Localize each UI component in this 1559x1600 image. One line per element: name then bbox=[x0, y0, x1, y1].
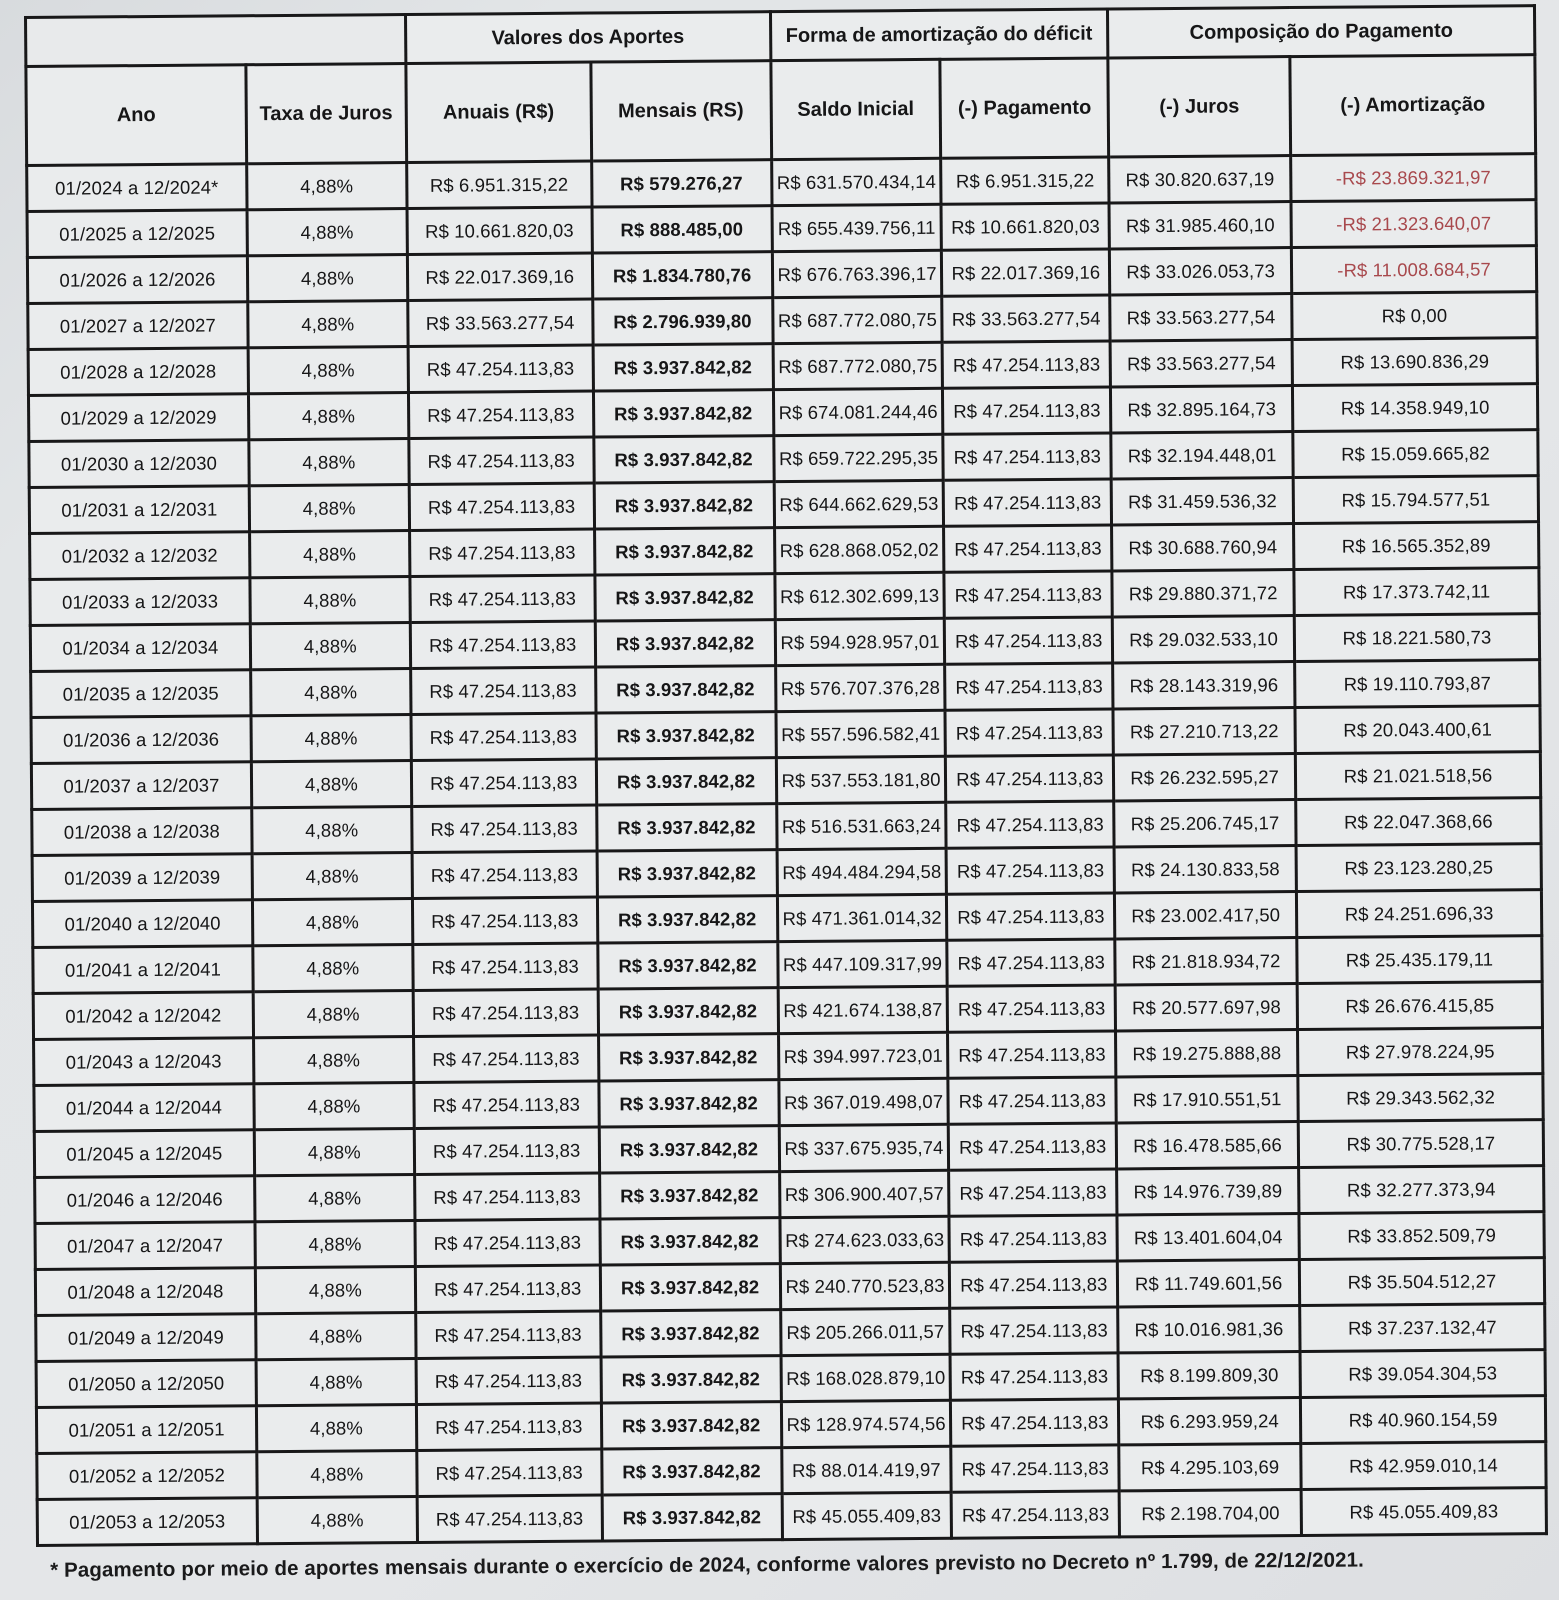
cell-pagamento: R$ 47.254.113,83 bbox=[951, 1445, 1119, 1492]
cell-pagamento: R$ 47.254.113,83 bbox=[945, 663, 1113, 710]
cell-saldo-inicial: R$ 644.662.629,53 bbox=[774, 480, 944, 527]
cell-juros: R$ 4.295.103,69 bbox=[1119, 1444, 1301, 1491]
cell-saldo-inicial: R$ 631.570.434,14 bbox=[771, 158, 941, 205]
cell-pagamento: R$ 47.254.113,83 bbox=[947, 939, 1115, 986]
cell-taxa-juros: 4,88% bbox=[249, 438, 409, 485]
cell-anuais: R$ 47.254.113,83 bbox=[416, 1403, 601, 1450]
cell-pagamento: R$ 47.254.113,83 bbox=[950, 1261, 1118, 1308]
cell-juros: R$ 19.275.888,88 bbox=[1116, 1030, 1298, 1077]
cell-saldo-inicial: R$ 687.772.080,75 bbox=[773, 342, 943, 389]
cell-pagamento: R$ 47.254.113,83 bbox=[948, 985, 1116, 1032]
cell-amortizacao: R$ 33.852.509,79 bbox=[1299, 1212, 1544, 1260]
cell-pagamento: R$ 47.254.113,83 bbox=[946, 801, 1114, 848]
cell-juros: R$ 24.130.833,58 bbox=[1114, 846, 1296, 893]
cell-juros: R$ 21.818.934,72 bbox=[1115, 938, 1297, 985]
cell-saldo-inicial: R$ 655.439.756,11 bbox=[772, 204, 942, 251]
cell-ano: 01/2028 a 12/2028 bbox=[28, 348, 248, 396]
cell-taxa-juros: 4,88% bbox=[256, 1404, 416, 1451]
cell-mensais: R$ 3.937.842,82 bbox=[595, 574, 775, 621]
cell-ano: 01/2053 a 12/2053 bbox=[37, 1498, 257, 1546]
cell-mensais: R$ 3.937.842,82 bbox=[596, 804, 776, 851]
group-header-amortizacao-deficit: Forma de amortização do déficit bbox=[770, 9, 1108, 61]
cell-amortizacao: R$ 42.959.010,14 bbox=[1301, 1442, 1546, 1490]
cell-juros: R$ 31.459.536,32 bbox=[1111, 478, 1293, 525]
cell-juros: R$ 29.880.371,72 bbox=[1112, 570, 1294, 617]
cell-ano: 01/2030 a 12/2030 bbox=[29, 440, 249, 488]
cell-taxa-juros: 4,88% bbox=[256, 1358, 416, 1405]
column-header-row bbox=[26, 55, 1536, 166]
cell-taxa-juros: 4,88% bbox=[250, 576, 410, 623]
cell-mensais: R$ 3.937.842,82 bbox=[599, 1126, 779, 1173]
cell-juros: R$ 32.895.164,73 bbox=[1111, 386, 1293, 433]
cell-taxa-juros: 4,88% bbox=[257, 1450, 417, 1497]
group-header-composicao: Composição do Pagamento bbox=[1108, 6, 1535, 58]
cell-taxa-juros: 4,88% bbox=[255, 1220, 415, 1267]
cell-amortizacao: R$ 15.059.665,82 bbox=[1293, 430, 1538, 478]
cell-taxa-juros: 4,88% bbox=[252, 806, 412, 853]
cell-pagamento: R$ 47.254.113,83 bbox=[943, 387, 1111, 434]
column-header-pagamento: (-) Pagamento bbox=[940, 58, 1109, 158]
cell-amortizacao: -R$ 11.008.684,57 bbox=[1291, 246, 1536, 294]
cell-mensais: R$ 3.937.842,82 bbox=[594, 528, 774, 575]
cell-juros: R$ 25.206.745,17 bbox=[1114, 800, 1296, 847]
cell-mensais: R$ 3.937.842,82 bbox=[601, 1402, 781, 1449]
cell-anuais: R$ 47.254.113,83 bbox=[417, 1449, 602, 1496]
cell-ano: 01/2046 a 12/2046 bbox=[35, 1176, 255, 1224]
column-header-anuais: Anuais (R$) bbox=[406, 62, 592, 162]
cell-pagamento: R$ 47.254.113,83 bbox=[944, 571, 1112, 618]
cell-mensais: R$ 2.796.939,80 bbox=[592, 298, 772, 345]
cell-mensais: R$ 3.937.842,82 bbox=[600, 1218, 780, 1265]
cell-amortizacao: R$ 13.690.836,29 bbox=[1292, 338, 1537, 386]
cell-taxa-juros: 4,88% bbox=[249, 530, 409, 577]
group-header-blank bbox=[26, 15, 406, 67]
column-header-ano: Ano bbox=[26, 65, 247, 166]
cell-pagamento: R$ 47.254.113,83 bbox=[945, 709, 1113, 756]
cell-mensais: R$ 3.937.842,82 bbox=[597, 942, 777, 989]
cell-ano: 01/2027 a 12/2027 bbox=[28, 302, 248, 350]
cell-pagamento: R$ 47.254.113,83 bbox=[946, 755, 1114, 802]
cell-anuais: R$ 47.254.113,83 bbox=[414, 1173, 599, 1220]
cell-taxa-juros: 4,88% bbox=[251, 668, 411, 715]
cell-ano: 01/2050 a 12/2050 bbox=[36, 1360, 256, 1408]
cell-anuais: R$ 22.017.369,16 bbox=[407, 253, 592, 300]
cell-mensais: R$ 3.937.842,82 bbox=[602, 1494, 782, 1541]
cell-taxa-juros: 4,88% bbox=[253, 990, 413, 1037]
cell-mensais: R$ 3.937.842,82 bbox=[599, 1172, 779, 1219]
cell-mensais: R$ 3.937.842,82 bbox=[595, 666, 775, 713]
cell-anuais: R$ 47.254.113,83 bbox=[410, 621, 595, 668]
cell-saldo-inicial: R$ 576.707.376,28 bbox=[775, 664, 945, 711]
cell-taxa-juros: 4,88% bbox=[253, 1036, 413, 1083]
cell-saldo-inicial: R$ 421.674.138,87 bbox=[778, 986, 948, 1033]
footnote: * Pagamento por meio de aportes mensais durante o exercício de 2024, conforme valores previsto no Decreto nº 1.799, de 22/12/2021. bbox=[50, 1548, 1364, 1582]
column-header-amortizacao: (-) Amortização bbox=[1290, 55, 1536, 156]
cell-ano: 01/2049 a 12/2049 bbox=[36, 1314, 256, 1362]
cell-juros: R$ 30.820.637,19 bbox=[1109, 156, 1291, 203]
table-body bbox=[27, 154, 1547, 1546]
cell-pagamento: R$ 10.661.820,03 bbox=[941, 203, 1109, 250]
column-header-mensais: Mensais (RS) bbox=[591, 61, 772, 161]
cell-mensais: R$ 3.937.842,82 bbox=[595, 620, 775, 667]
cell-juros: R$ 33.563.277,54 bbox=[1110, 340, 1292, 387]
cell-taxa-juros: 4,88% bbox=[247, 163, 407, 210]
cell-taxa-juros: 4,88% bbox=[251, 714, 411, 761]
cell-pagamento: R$ 47.254.113,83 bbox=[945, 617, 1113, 664]
cell-taxa-juros: 4,88% bbox=[251, 760, 411, 807]
cell-anuais: R$ 33.563.277,54 bbox=[408, 299, 593, 346]
cell-juros: R$ 28.143.319,96 bbox=[1113, 662, 1295, 709]
cell-saldo-inicial: R$ 205.266.011,57 bbox=[780, 1308, 950, 1355]
cell-taxa-juros: 4,88% bbox=[254, 1174, 414, 1221]
cell-mensais: R$ 3.937.842,82 bbox=[598, 988, 778, 1035]
column-header-taxa: Taxa de Juros bbox=[246, 64, 407, 164]
cell-anuais: R$ 47.254.113,83 bbox=[408, 345, 593, 392]
cell-amortizacao: R$ 15.794.577,51 bbox=[1293, 476, 1538, 524]
amortization-table bbox=[24, 4, 1548, 1547]
cell-juros: R$ 30.688.760,94 bbox=[1112, 524, 1294, 571]
cell-mensais: R$ 3.937.842,82 bbox=[594, 482, 774, 529]
cell-juros: R$ 26.232.595,27 bbox=[1114, 754, 1296, 801]
cell-anuais: R$ 47.254.113,83 bbox=[412, 897, 597, 944]
cell-ano: 01/2043 a 12/2043 bbox=[34, 1038, 254, 1086]
cell-saldo-inicial: R$ 628.868.052,02 bbox=[774, 526, 944, 573]
cell-pagamento: R$ 47.254.113,83 bbox=[946, 847, 1114, 894]
cell-ano: 01/2044 a 12/2044 bbox=[34, 1084, 254, 1132]
cell-ano: 01/2052 a 12/2052 bbox=[37, 1452, 257, 1500]
cell-amortizacao: R$ 14.358.949,10 bbox=[1292, 384, 1537, 432]
cell-saldo-inicial: R$ 88.014.419,97 bbox=[781, 1446, 951, 1493]
cell-pagamento: R$ 47.254.113,83 bbox=[950, 1307, 1118, 1354]
cell-saldo-inicial: R$ 537.553.181,80 bbox=[776, 756, 946, 803]
cell-saldo-inicial: R$ 240.770.523,83 bbox=[780, 1262, 950, 1309]
cell-anuais: R$ 47.254.113,83 bbox=[414, 1081, 599, 1128]
cell-saldo-inicial: R$ 687.772.080,75 bbox=[772, 296, 942, 343]
cell-amortizacao: R$ 17.373.742,11 bbox=[1294, 568, 1539, 616]
group-header-aportes: Valores dos Aportes bbox=[405, 12, 770, 64]
cell-ano: 01/2032 a 12/2032 bbox=[30, 532, 250, 580]
cell-mensais: R$ 3.937.842,82 bbox=[598, 1034, 778, 1081]
cell-pagamento: R$ 47.254.113,83 bbox=[948, 1077, 1116, 1124]
cell-pagamento: R$ 47.254.113,83 bbox=[948, 1031, 1116, 1078]
cell-ano: 01/2025 a 12/2025 bbox=[27, 210, 247, 258]
cell-amortizacao: R$ 27.978.224,95 bbox=[1298, 1028, 1543, 1076]
cell-juros: R$ 11.749.601,56 bbox=[1118, 1260, 1300, 1307]
cell-amortizacao: R$ 22.047.368,66 bbox=[1296, 798, 1541, 846]
cell-amortizacao: R$ 35.504.512,27 bbox=[1299, 1258, 1544, 1306]
cell-amortizacao: R$ 45.055.409,83 bbox=[1301, 1488, 1546, 1536]
cell-taxa-juros: 4,88% bbox=[248, 346, 408, 393]
cell-anuais: R$ 47.254.113,83 bbox=[413, 989, 598, 1036]
cell-mensais: R$ 3.937.842,82 bbox=[593, 436, 773, 483]
cell-ano: 01/2035 a 12/2035 bbox=[31, 670, 251, 718]
cell-amortizacao: R$ 16.565.352,89 bbox=[1294, 522, 1539, 570]
cell-mensais: R$ 3.937.842,82 bbox=[601, 1356, 781, 1403]
cell-amortizacao: R$ 29.343.562,32 bbox=[1298, 1074, 1543, 1122]
cell-anuais: R$ 10.661.820,03 bbox=[407, 207, 592, 254]
cell-mensais: R$ 3.937.842,82 bbox=[593, 344, 773, 391]
cell-pagamento: R$ 47.254.113,83 bbox=[949, 1123, 1117, 1170]
cell-anuais: R$ 47.254.113,83 bbox=[416, 1311, 601, 1358]
cell-juros: R$ 17.910.551,51 bbox=[1116, 1076, 1298, 1123]
cell-taxa-juros: 4,88% bbox=[254, 1082, 414, 1129]
cell-saldo-inicial: R$ 471.361.014,32 bbox=[777, 894, 947, 941]
cell-pagamento: R$ 47.254.113,83 bbox=[943, 433, 1111, 480]
cell-taxa-juros: 4,88% bbox=[249, 484, 409, 531]
cell-pagamento: R$ 47.254.113,83 bbox=[944, 525, 1112, 572]
cell-ano: 01/2038 a 12/2038 bbox=[32, 808, 252, 856]
cell-saldo-inicial: R$ 45.055.409,83 bbox=[782, 1492, 952, 1539]
cell-saldo-inicial: R$ 494.484.294,58 bbox=[777, 848, 947, 895]
cell-juros: R$ 27.210.713,22 bbox=[1113, 708, 1295, 755]
cell-mensais: R$ 3.937.842,82 bbox=[597, 896, 777, 943]
cell-saldo-inicial: R$ 516.531.663,24 bbox=[776, 802, 946, 849]
cell-amortizacao: R$ 23.123.280,25 bbox=[1296, 844, 1541, 892]
cell-mensais: R$ 3.937.842,82 bbox=[596, 758, 776, 805]
cell-anuais: R$ 47.254.113,83 bbox=[412, 851, 597, 898]
cell-mensais: R$ 579.276,27 bbox=[591, 160, 771, 207]
cell-ano: 01/2039 a 12/2039 bbox=[32, 854, 252, 902]
cell-saldo-inicial: R$ 168.028.879,10 bbox=[781, 1354, 951, 1401]
cell-saldo-inicial: R$ 612.302.699,13 bbox=[774, 572, 944, 619]
cell-ano: 01/2048 a 12/2048 bbox=[35, 1268, 255, 1316]
cell-mensais: R$ 3.937.842,82 bbox=[600, 1264, 780, 1311]
cell-taxa-juros: 4,88% bbox=[257, 1496, 417, 1543]
cell-juros: R$ 31.985.460,10 bbox=[1109, 202, 1291, 249]
cell-ano: 01/2042 a 12/2042 bbox=[33, 992, 253, 1040]
cell-pagamento: R$ 47.254.113,83 bbox=[952, 1491, 1120, 1538]
cell-saldo-inicial: R$ 128.974.574,56 bbox=[781, 1400, 951, 1447]
cell-anuais: R$ 47.254.113,83 bbox=[416, 1357, 601, 1404]
cell-taxa-juros: 4,88% bbox=[253, 944, 413, 991]
cell-juros: R$ 2.198.704,00 bbox=[1119, 1490, 1301, 1537]
cell-amortizacao: R$ 18.221.580,73 bbox=[1294, 614, 1539, 662]
cell-saldo-inicial: R$ 394.997.723,01 bbox=[778, 1032, 948, 1079]
cell-ano: 01/2031 a 12/2031 bbox=[29, 486, 249, 534]
cell-amortizacao: -R$ 23.869.321,97 bbox=[1291, 154, 1536, 202]
cell-pagamento: R$ 22.017.369,16 bbox=[942, 249, 1110, 296]
cell-saldo-inicial: R$ 676.763.396,17 bbox=[772, 250, 942, 297]
cell-ano: 01/2034 a 12/2034 bbox=[30, 624, 250, 672]
cell-juros: R$ 8.199.809,30 bbox=[1118, 1352, 1300, 1399]
cell-taxa-juros: 4,88% bbox=[247, 254, 407, 301]
cell-mensais: R$ 3.937.842,82 bbox=[593, 390, 773, 437]
cell-ano: 01/2026 a 12/2026 bbox=[27, 256, 247, 304]
cell-juros: R$ 16.478.585,66 bbox=[1116, 1122, 1298, 1169]
cell-saldo-inicial: R$ 557.596.582,41 bbox=[776, 710, 946, 757]
cell-saldo-inicial: R$ 659.722.295,35 bbox=[773, 434, 943, 481]
cell-anuais: R$ 47.254.113,83 bbox=[410, 575, 595, 622]
cell-anuais: R$ 47.254.113,83 bbox=[414, 1127, 599, 1174]
cell-pagamento: R$ 33.563.277,54 bbox=[942, 295, 1110, 342]
column-header-juros: (-) Juros bbox=[1108, 57, 1291, 157]
cell-ano: 01/2036 a 12/2036 bbox=[31, 716, 251, 764]
cell-ano: 01/2047 a 12/2047 bbox=[35, 1222, 255, 1270]
cell-amortizacao: R$ 20.043.400,61 bbox=[1295, 706, 1540, 754]
cell-anuais: R$ 47.254.113,83 bbox=[408, 391, 593, 438]
cell-amortizacao: R$ 30.775.528,17 bbox=[1298, 1120, 1543, 1168]
cell-anuais: R$ 47.254.113,83 bbox=[409, 483, 594, 530]
cell-ano: 01/2024 a 12/2024* bbox=[27, 164, 247, 212]
cell-anuais: R$ 47.254.113,83 bbox=[409, 529, 594, 576]
cell-taxa-juros: 4,88% bbox=[248, 392, 408, 439]
cell-mensais: R$ 3.937.842,82 bbox=[599, 1080, 779, 1127]
cell-amortizacao: R$ 0,00 bbox=[1292, 292, 1537, 340]
cell-amortizacao: R$ 21.021.518,56 bbox=[1295, 752, 1540, 800]
column-header-saldo: Saldo Inicial bbox=[770, 59, 941, 159]
cell-amortizacao: R$ 37.237.132,47 bbox=[1300, 1304, 1545, 1352]
cell-juros: R$ 10.016.981,36 bbox=[1118, 1306, 1300, 1353]
cell-anuais: R$ 47.254.113,83 bbox=[411, 713, 596, 760]
cell-ano: 01/2045 a 12/2045 bbox=[34, 1130, 254, 1178]
cell-mensais: R$ 3.937.842,82 bbox=[600, 1310, 780, 1357]
cell-juros: R$ 23.002.417,50 bbox=[1115, 892, 1297, 939]
cell-mensais: R$ 3.937.842,82 bbox=[601, 1448, 781, 1495]
cell-saldo-inicial: R$ 274.623.033,63 bbox=[779, 1216, 949, 1263]
cell-pagamento: R$ 47.254.113,83 bbox=[943, 341, 1111, 388]
cell-saldo-inicial: R$ 594.928.957,01 bbox=[775, 618, 945, 665]
cell-taxa-juros: 4,88% bbox=[248, 300, 408, 347]
cell-pagamento: R$ 47.254.113,83 bbox=[947, 893, 1115, 940]
cell-anuais: R$ 47.254.113,83 bbox=[410, 667, 595, 714]
cell-anuais: R$ 47.254.113,83 bbox=[413, 943, 598, 990]
cell-juros: R$ 20.577.697,98 bbox=[1115, 984, 1297, 1031]
cell-mensais: R$ 3.937.842,82 bbox=[597, 850, 777, 897]
cell-taxa-juros: 4,88% bbox=[255, 1266, 415, 1313]
cell-anuais: R$ 47.254.113,83 bbox=[415, 1265, 600, 1312]
cell-taxa-juros: 4,88% bbox=[250, 622, 410, 669]
cell-taxa-juros: 4,88% bbox=[247, 208, 407, 255]
cell-amortizacao: R$ 40.960.154,59 bbox=[1300, 1396, 1545, 1444]
cell-pagamento: R$ 47.254.113,83 bbox=[949, 1169, 1117, 1216]
cell-anuais: R$ 47.254.113,83 bbox=[417, 1495, 602, 1542]
cell-ano: 01/2037 a 12/2037 bbox=[31, 762, 251, 810]
cell-anuais: R$ 6.951.315,22 bbox=[406, 161, 591, 208]
cell-juros: R$ 29.032.533,10 bbox=[1112, 616, 1294, 663]
cell-saldo-inicial: R$ 306.900.407,57 bbox=[779, 1170, 949, 1217]
cell-mensais: R$ 888.485,00 bbox=[592, 206, 772, 253]
cell-saldo-inicial: R$ 447.109.317,99 bbox=[777, 940, 947, 987]
cell-juros: R$ 33.563.277,54 bbox=[1110, 294, 1292, 341]
cell-anuais: R$ 47.254.113,83 bbox=[411, 759, 596, 806]
cell-anuais: R$ 47.254.113,83 bbox=[413, 1035, 598, 1082]
cell-pagamento: R$ 6.951.315,22 bbox=[941, 157, 1109, 204]
cell-juros: R$ 13.401.604,04 bbox=[1117, 1214, 1299, 1261]
document-sheet bbox=[24, 4, 1548, 1583]
cell-amortizacao: R$ 32.277.373,94 bbox=[1299, 1166, 1544, 1214]
cell-mensais: R$ 3.937.842,82 bbox=[596, 712, 776, 759]
cell-ano: 01/2040 a 12/2040 bbox=[32, 900, 252, 948]
cell-taxa-juros: 4,88% bbox=[254, 1128, 414, 1175]
cell-amortizacao: R$ 39.054.304,53 bbox=[1300, 1350, 1545, 1398]
cell-ano: 01/2041 a 12/2041 bbox=[33, 946, 253, 994]
cell-ano: 01/2033 a 12/2033 bbox=[30, 578, 250, 626]
cell-amortizacao: R$ 26.676.415,85 bbox=[1297, 982, 1542, 1030]
cell-mensais: R$ 1.834.780,76 bbox=[592, 252, 772, 299]
cell-saldo-inicial: R$ 367.019.498,07 bbox=[778, 1078, 948, 1125]
cell-pagamento: R$ 47.254.113,83 bbox=[951, 1399, 1119, 1446]
cell-juros: R$ 14.976.739,89 bbox=[1117, 1168, 1299, 1215]
cell-anuais: R$ 47.254.113,83 bbox=[415, 1219, 600, 1266]
cell-juros: R$ 32.194.448,01 bbox=[1111, 432, 1293, 479]
cell-taxa-juros: 4,88% bbox=[252, 898, 412, 945]
cell-juros: R$ 6.293.959,24 bbox=[1119, 1398, 1301, 1445]
cell-pagamento: R$ 47.254.113,83 bbox=[949, 1215, 1117, 1262]
cell-saldo-inicial: R$ 674.081.244,46 bbox=[773, 388, 943, 435]
cell-amortizacao: R$ 25.435.179,11 bbox=[1297, 936, 1542, 984]
cell-pagamento: R$ 47.254.113,83 bbox=[944, 479, 1112, 526]
cell-ano: 01/2051 a 12/2051 bbox=[36, 1406, 256, 1454]
cell-pagamento: R$ 47.254.113,83 bbox=[950, 1353, 1118, 1400]
cell-anuais: R$ 47.254.113,83 bbox=[409, 437, 594, 484]
cell-ano: 01/2029 a 12/2029 bbox=[28, 394, 248, 442]
cell-amortizacao: -R$ 21.323.640,07 bbox=[1291, 200, 1536, 248]
cell-amortizacao: R$ 24.251.696,33 bbox=[1296, 890, 1541, 938]
cell-anuais: R$ 47.254.113,83 bbox=[412, 805, 597, 852]
cell-amortizacao: R$ 19.110.793,87 bbox=[1295, 660, 1540, 708]
cell-juros: R$ 33.026.053,73 bbox=[1110, 248, 1292, 295]
cell-saldo-inicial: R$ 337.675.935,74 bbox=[779, 1124, 949, 1171]
cell-taxa-juros: 4,88% bbox=[252, 852, 412, 899]
cell-taxa-juros: 4,88% bbox=[256, 1312, 416, 1359]
